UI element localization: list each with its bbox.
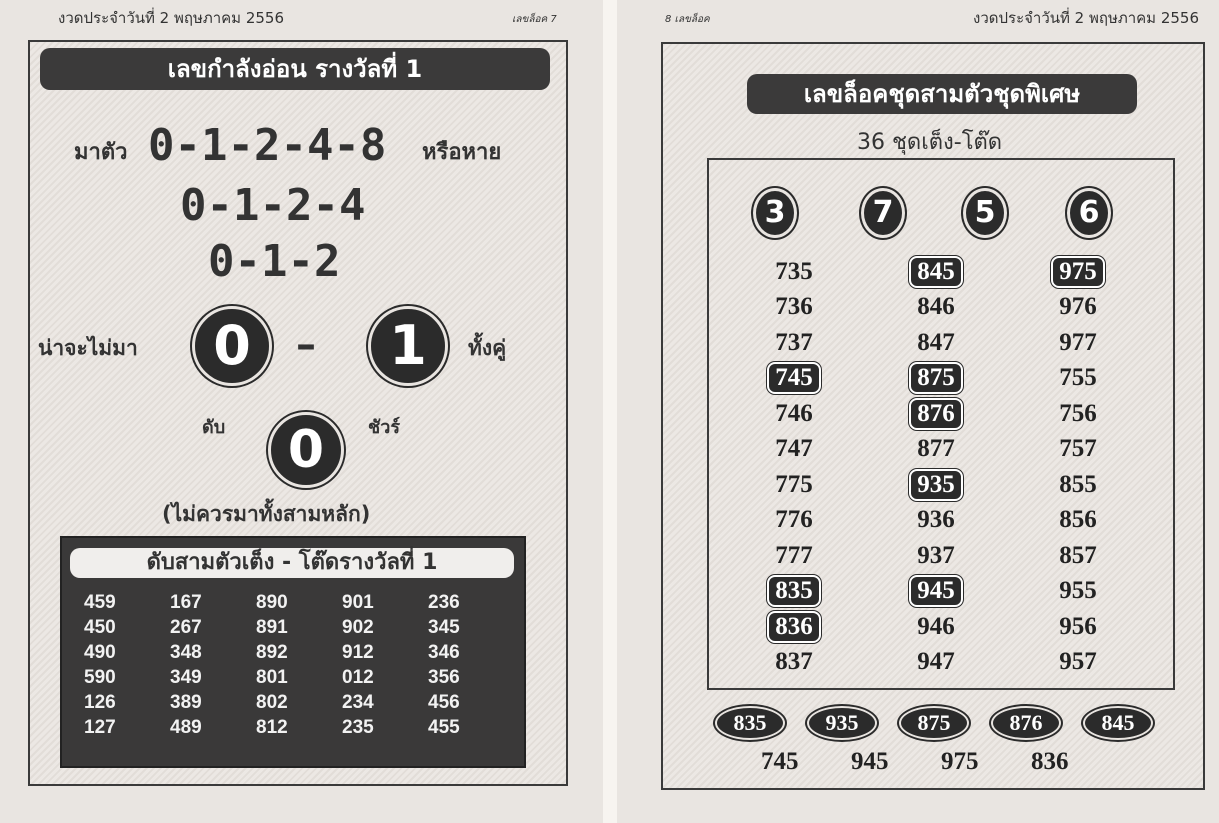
single-circle: 0 <box>268 412 344 488</box>
pick-number: 745 <box>761 748 799 775</box>
highlighted-number: 845 <box>901 254 971 290</box>
number-cell: 746 <box>775 399 813 427</box>
digit-circle-1: 3 <box>753 188 797 238</box>
left-header-date: งวดประจำวันที่ 2 พฤษภาคม 2556 <box>58 9 285 27</box>
number-cell: 977 <box>1059 328 1097 356</box>
number-cell: 756 <box>1059 399 1097 427</box>
pick-oval: 935 <box>807 706 877 740</box>
grid-cell: 490 <box>84 642 116 663</box>
highlighted-number: 875 <box>901 361 971 397</box>
digit-circle-2: 7 <box>861 188 905 238</box>
grid-cell: 802 <box>256 692 288 713</box>
grid-cell: 236 <box>428 592 460 613</box>
note: (ไม่ควรมาทั้งสามหลัก) <box>162 502 371 526</box>
left-banner: เลขกำลังอ่อน รางวัลที่ 1 <box>40 48 550 90</box>
grid-cell: 892 <box>256 642 288 663</box>
highlighted-number: 745 <box>759 361 829 397</box>
grid-box <box>60 536 526 768</box>
pick-oval: 876 <box>991 706 1061 740</box>
number-cell: 936 <box>917 506 955 534</box>
number-cell: 857 <box>1059 541 1097 569</box>
number-grid <box>84 590 514 740</box>
number-cell: 847 <box>917 328 955 356</box>
highlighted-number: 945 <box>901 574 971 610</box>
pick-number: 975 <box>941 748 979 775</box>
pair-left-circle: 0 <box>192 306 272 386</box>
highlighted-number: 935 <box>901 467 971 503</box>
number-cell: 955 <box>1059 577 1097 605</box>
grid-cell: 891 <box>256 617 288 638</box>
number-column-3 <box>1043 254 1113 680</box>
highlighted-number: 876 <box>901 396 971 432</box>
grid-cell: 345 <box>428 617 460 638</box>
number-cell: 777 <box>775 541 813 569</box>
grid-cell: 890 <box>256 592 288 613</box>
label-dub: ดับ <box>202 417 226 438</box>
number-cell: 856 <box>1059 506 1097 534</box>
number-cell: 837 <box>775 648 813 676</box>
number-cell: 737 <box>775 328 813 356</box>
grid-title: ดับสามตัวเต็ง - โต๊ดรางวัลที่ 1 <box>70 548 514 578</box>
line1-digits: 0-1-2-4-8 <box>148 120 387 171</box>
number-cell: 946 <box>917 612 955 640</box>
grid-cell: 127 <box>84 717 116 738</box>
grid-cell: 812 <box>256 717 288 738</box>
grid-cell: 801 <box>256 667 288 688</box>
left-page <box>0 0 603 823</box>
line1-prefix: มาตัว <box>74 140 128 165</box>
grid-cell: 902 <box>342 617 374 638</box>
pick-number: 945 <box>851 748 889 775</box>
number-column-1 <box>759 254 829 680</box>
right-header-date: งวดประจำวันที่ 2 พฤษภาคม 2556 <box>973 9 1200 27</box>
number-cell: 846 <box>917 293 955 321</box>
highlighted-number: 836 <box>759 609 829 645</box>
number-cell: 775 <box>775 470 813 498</box>
digit-circle-3: 5 <box>963 188 1007 238</box>
pick-number: 836 <box>1031 748 1069 775</box>
right-banner: เลขล็อคชุดสามตัวชุดพิเศษ <box>747 74 1137 114</box>
grid-cell: 267 <box>170 617 202 638</box>
grid-cell: 234 <box>342 692 374 713</box>
number-column-2 <box>901 254 971 680</box>
grid-cell: 167 <box>170 592 202 613</box>
number-cell: 776 <box>775 506 813 534</box>
grid-cell: 348 <box>170 642 202 663</box>
grid-cell: 356 <box>428 667 460 688</box>
grid-cell: 456 <box>428 692 460 713</box>
number-cell: 877 <box>917 435 955 463</box>
line3-digits: 0-1-2 <box>208 236 341 287</box>
grid-cell: 346 <box>428 642 460 663</box>
number-cell: 976 <box>1059 293 1097 321</box>
grid-cell: 590 <box>84 667 116 688</box>
number-cell: 747 <box>775 435 813 463</box>
grid-cell: 912 <box>342 642 374 663</box>
grid-cell: 489 <box>170 717 202 738</box>
grid-cell: 455 <box>428 717 460 738</box>
line2-digits: 0-1-2-4 <box>180 180 366 231</box>
grid-cell: 235 <box>342 717 374 738</box>
digit-circle-4: 6 <box>1067 188 1111 238</box>
left-frame <box>28 40 568 786</box>
pair-suffix: ทั้งคู่ <box>468 336 507 360</box>
pair-right-circle: 1 <box>368 306 448 386</box>
right-page <box>617 0 1219 823</box>
number-table <box>707 158 1175 690</box>
grid-cell: 349 <box>170 667 202 688</box>
grid-cell: 901 <box>342 592 374 613</box>
number-cell: 755 <box>1059 364 1097 392</box>
line1-suffix: หรือหาย <box>422 140 502 165</box>
highlighted-number: 835 <box>759 574 829 610</box>
pair-dash: – <box>296 322 316 368</box>
pick-oval: 845 <box>1083 706 1153 740</box>
grid-cell: 012 <box>342 667 374 688</box>
number-cell: 735 <box>775 257 813 285</box>
number-cell: 757 <box>1059 435 1097 463</box>
right-subtitle: 36 ชุดเต็ง-โต๊ด <box>857 130 1003 155</box>
number-cell: 956 <box>1059 612 1097 640</box>
grid-cell: 389 <box>170 692 202 713</box>
number-cell: 736 <box>775 293 813 321</box>
pick-oval: 875 <box>899 706 969 740</box>
grid-cell: 126 <box>84 692 116 713</box>
left-header-tag: เลขล็อค 7 <box>512 14 557 25</box>
pair-prefix: น่าจะไม่มา <box>38 336 138 360</box>
right-frame <box>661 42 1205 790</box>
number-cell: 947 <box>917 648 955 676</box>
grid-cell: 459 <box>84 592 116 613</box>
number-cell: 957 <box>1059 648 1097 676</box>
highlighted-number: 975 <box>1043 254 1113 290</box>
pick-oval: 835 <box>715 706 785 740</box>
right-header-tag: 8 เลขล็อค <box>665 14 710 25</box>
grid-cell: 450 <box>84 617 116 638</box>
number-cell: 937 <box>917 541 955 569</box>
label-sure: ชัวร์ <box>368 417 400 438</box>
number-cell: 855 <box>1059 470 1097 498</box>
